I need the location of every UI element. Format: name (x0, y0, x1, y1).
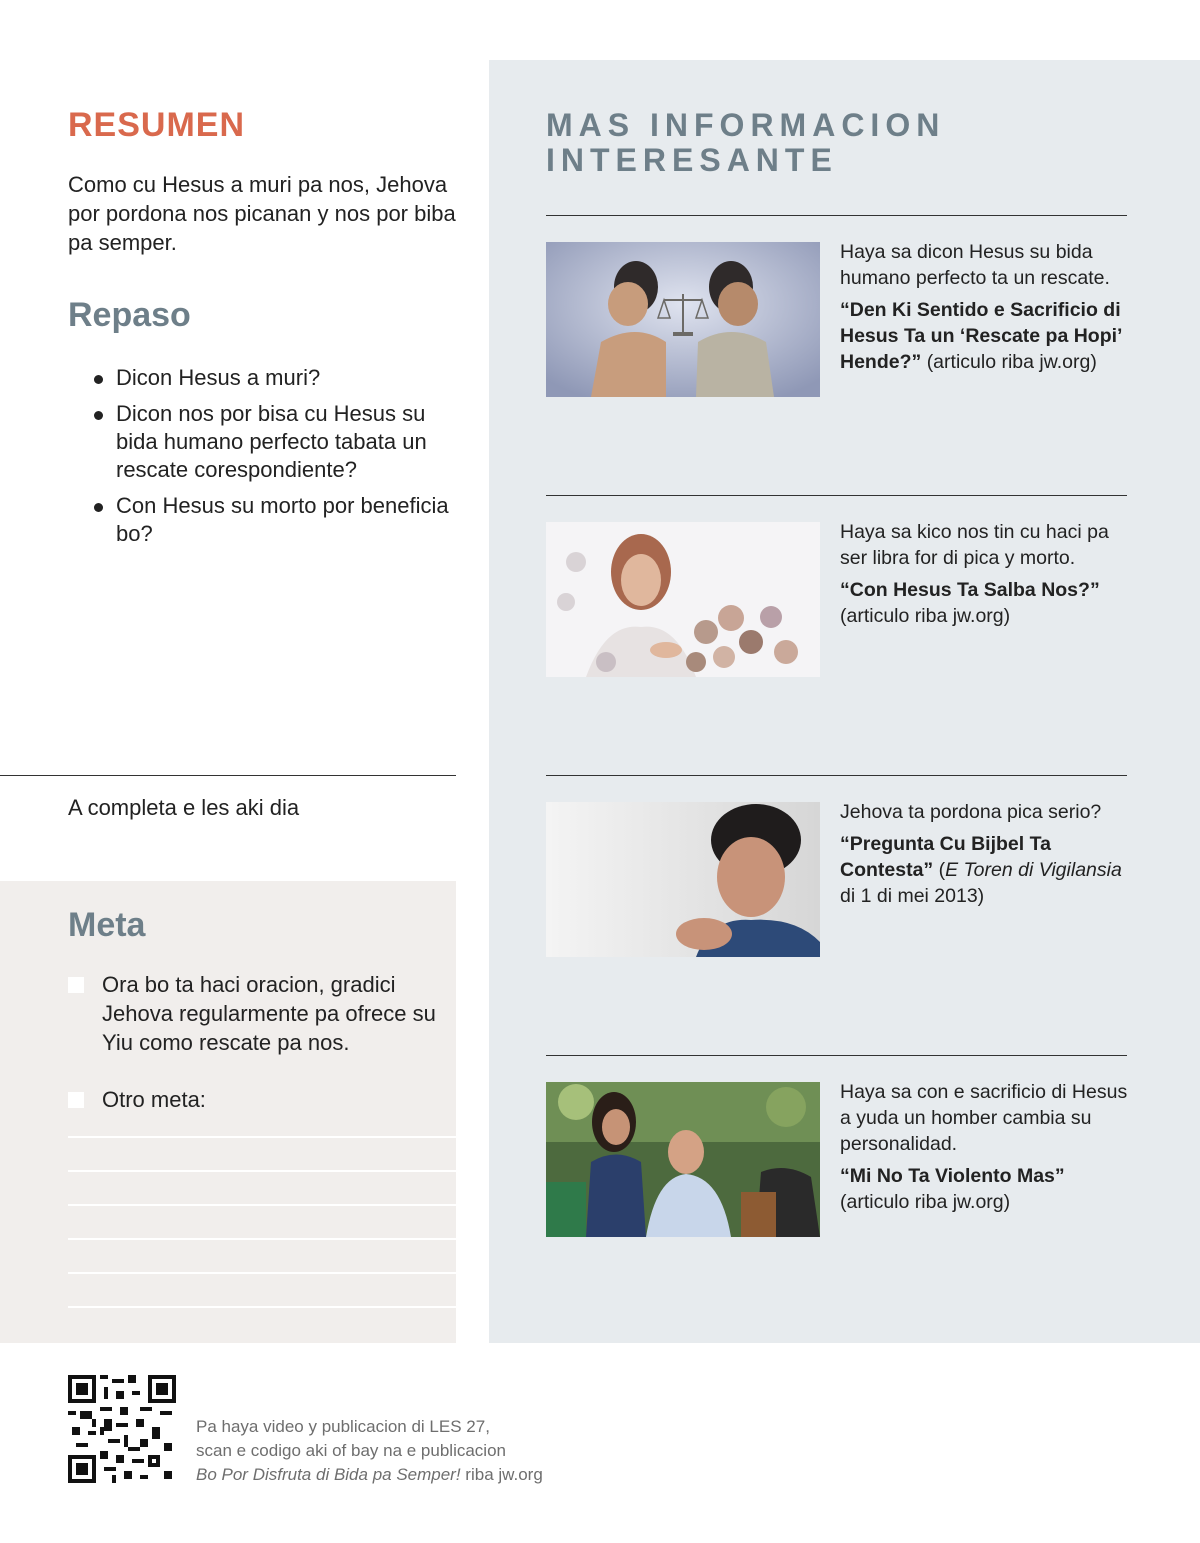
item-description: Haya sa dicon Hesus su bida humano perfecto ta un rescate. (840, 241, 1110, 289)
write-line[interactable] (68, 1238, 456, 1240)
write-line[interactable] (68, 1306, 456, 1308)
group-conversation-photo (546, 1082, 820, 1237)
item-reference[interactable] (840, 297, 1140, 375)
footer-line-3-suffix: riba jw.org (460, 1465, 543, 1484)
man-praying-photo (546, 802, 820, 957)
more-info-item (840, 239, 1140, 375)
review-heading: Repaso (68, 296, 191, 334)
more-info-item (840, 1079, 1140, 1215)
goal-item[interactable] (68, 1085, 438, 1114)
qr-code-graphic (68, 1375, 176, 1483)
review-question: Con Hesus su morto por beneficia bo? (92, 492, 462, 548)
footer-line-2: scan e codigo aki of bay na e publicacion (196, 1441, 506, 1460)
book-title-link[interactable]: Bo Por Disfruta di Bida pa Semper! (196, 1465, 461, 1484)
more-info-heading: MAS INFORMACION INTERESANTE (546, 107, 946, 178)
goal-heading: Meta (68, 906, 146, 944)
write-line[interactable] (68, 1272, 456, 1274)
two-men-scale-illustration (546, 242, 820, 397)
article-source: (articulo riba jw.org) (926, 351, 1097, 373)
article-source: (articulo riba jw.org) (840, 1191, 1011, 1213)
more-info-item (840, 799, 1140, 909)
goal-checkbox[interactable] (68, 977, 84, 993)
divider (546, 495, 1127, 496)
qr-code[interactable] (68, 1375, 176, 1483)
summary-heading: RESUMEN (68, 106, 246, 144)
review-question: Dicon Hesus a muri? (92, 364, 462, 392)
item-description: Jehova ta pordona pica serio? (840, 801, 1102, 823)
summary-text: Como cu Hesus a muri pa nos, Jehova por pordona nos picanan y nos por biba pa semper. (68, 172, 456, 255)
more-info-item (840, 519, 1140, 629)
item-reference[interactable] (840, 1163, 1140, 1215)
review-questions (92, 364, 462, 556)
write-line[interactable] (68, 1204, 456, 1206)
write-line[interactable] (68, 1170, 456, 1172)
divider (546, 1055, 1127, 1056)
divider (546, 215, 1127, 216)
divider (0, 775, 456, 776)
item-reference[interactable] (840, 831, 1140, 909)
goal-checkbox[interactable] (68, 1092, 84, 1108)
article-title-link[interactable]: “Den Ki Sentido e Sacrificio di Hesus Ta un ‘Rescate pa Hopi’ Hende?” (840, 299, 1122, 373)
goal-item[interactable] (68, 970, 438, 1057)
review-question: Dicon nos por bisa cu Hesus su bida humano perfecto tabata un rescate corespondiente? (92, 400, 462, 484)
jesus-with-people-illustration (546, 522, 820, 677)
completed-date-label: A completa e les aki dia (68, 795, 300, 820)
man-praying-image[interactable] (546, 802, 820, 957)
item-reference[interactable] (840, 577, 1140, 629)
article-source: (articulo riba jw.org) (840, 605, 1011, 627)
article-title-link[interactable]: “Mi No Ta Violento Mas” (840, 1165, 1065, 1187)
item-description: Haya sa con e sacrificio di Hesus a yuda un homber cambia su personalidad. (840, 1081, 1128, 1155)
group-conversation-image[interactable] (546, 1082, 820, 1237)
item-description: Haya sa kico nos tin cu haci pa ser libra for di pica y morto. (840, 521, 1109, 569)
publication-title: E Toren di Vigilansia (945, 859, 1122, 881)
two-men-scale-image[interactable] (546, 242, 820, 397)
footer-line-1: Pa haya video y publicacion di LES 27, (196, 1417, 490, 1436)
goal-item-label: Otro meta: (102, 1087, 206, 1112)
jesus-with-people-image[interactable] (546, 522, 820, 677)
footer-note (196, 1415, 543, 1487)
goal-item-label: Ora bo ta haci oracion, gradici Jehova regularmente pa ofrece su Yiu como rescate pa nos. (102, 972, 436, 1055)
write-line[interactable] (68, 1136, 456, 1138)
article-source: (E Toren di Vigilansia di 1 di mei 2013) (840, 859, 1122, 907)
article-title-link[interactable]: “Con Hesus Ta Salba Nos?” (840, 579, 1100, 601)
divider (546, 775, 1127, 776)
article-title-link[interactable]: “Pregunta Cu Bijbel Ta Contesta” (840, 833, 1051, 881)
